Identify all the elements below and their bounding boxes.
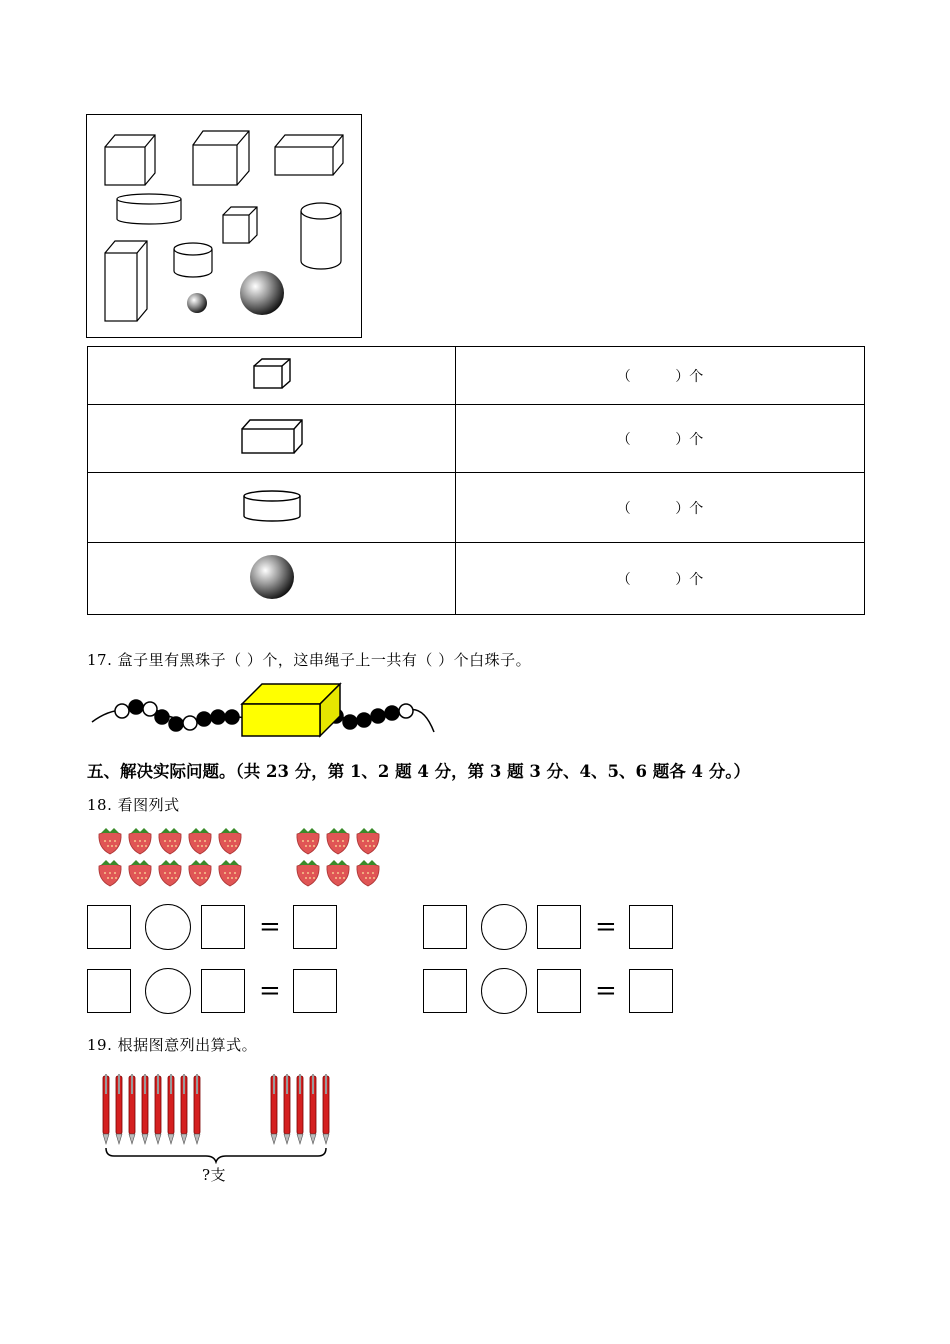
sphere-icon	[187, 293, 207, 313]
answer-box[interactable]	[293, 969, 337, 1013]
black-bead	[371, 709, 385, 723]
answer-box[interactable]	[201, 905, 245, 949]
black-bead	[169, 717, 183, 731]
pen	[129, 1074, 135, 1144]
cylinder-icon	[301, 203, 341, 269]
count-answer: （ ）个	[616, 431, 704, 448]
white-bead	[399, 704, 413, 718]
operator-circle[interactable]	[481, 904, 527, 950]
pen	[168, 1074, 174, 1144]
total-label: ?支	[202, 1166, 227, 1184]
cube-icon	[193, 131, 249, 185]
pen	[323, 1074, 329, 1144]
question-text: 根据图意列出算式。	[117, 1036, 258, 1054]
cube-icon	[223, 207, 257, 243]
black-bead	[155, 710, 169, 724]
shape-cell	[88, 543, 456, 615]
answer-cell[interactable]	[456, 473, 865, 543]
answer-cell[interactable]	[456, 347, 865, 405]
question-number: 17.	[87, 651, 113, 669]
strawberry	[297, 828, 319, 854]
strawberry	[99, 860, 121, 886]
question-number: 18.	[87, 796, 113, 814]
question-17	[87, 649, 531, 670]
question-18	[87, 794, 180, 815]
answer-box[interactable]	[537, 969, 581, 1013]
answer-box[interactable]	[423, 905, 467, 949]
strawberry	[357, 828, 379, 854]
answer-box[interactable]	[537, 905, 581, 949]
black-bead	[343, 715, 357, 729]
cylinder-icon	[174, 243, 212, 277]
black-bead	[225, 710, 239, 724]
question-19	[87, 1034, 257, 1055]
pen	[284, 1074, 290, 1144]
answer-box[interactable]	[293, 905, 337, 949]
answer-cell[interactable]	[456, 543, 865, 615]
cuboid-icon	[275, 135, 343, 175]
pen	[116, 1074, 122, 1144]
strawberry	[297, 860, 319, 886]
strawberry	[159, 860, 181, 886]
pen	[194, 1074, 200, 1144]
count-answer: （ ）个	[616, 571, 704, 588]
equals-sign: =	[259, 912, 281, 942]
strawberry	[219, 860, 241, 886]
strawberry	[159, 828, 181, 854]
shapes-illustration	[87, 115, 361, 337]
strawberry	[99, 828, 121, 854]
shape-cell	[88, 347, 456, 405]
shape-cell	[88, 405, 456, 473]
table-row	[88, 347, 865, 405]
cuboid-icon	[105, 241, 147, 321]
bead-string-illustration	[88, 676, 438, 738]
cylinder-icon	[240, 488, 304, 524]
cube-icon	[105, 135, 155, 185]
section-title: 五、解决实际问题。（共 23 分，第 1、2 题 4 分，第 3 题 3 分、4、5、6 题各 4 分。）	[87, 762, 750, 781]
shapes-picture	[86, 114, 362, 338]
strawberry-illustration	[90, 824, 390, 892]
strawberry	[327, 860, 349, 886]
pen	[155, 1074, 161, 1144]
question-text: 盒子里有黑珠子（ ）个，这串绳子上一共有（ ）个白珠子。	[117, 651, 532, 669]
black-bead	[385, 706, 399, 720]
strawberry	[129, 828, 151, 854]
white-bead	[183, 716, 197, 730]
answer-box[interactable]	[201, 969, 245, 1013]
answer-box[interactable]	[629, 905, 673, 949]
strawberry	[189, 860, 211, 886]
answer-box[interactable]	[629, 969, 673, 1013]
pen	[103, 1074, 109, 1144]
answer-box[interactable]	[87, 905, 131, 949]
pen	[142, 1074, 148, 1144]
table-row	[88, 405, 865, 473]
pen	[181, 1074, 187, 1144]
brace	[106, 1148, 326, 1162]
black-bead	[129, 700, 143, 714]
shape-count-table	[87, 346, 865, 615]
black-bead	[197, 712, 211, 726]
answer-box[interactable]	[423, 969, 467, 1013]
operator-circle[interactable]	[481, 968, 527, 1014]
sphere-icon	[247, 552, 297, 602]
strawberry	[219, 828, 241, 854]
pen	[271, 1074, 277, 1144]
white-bead	[115, 704, 129, 718]
pens-illustration	[96, 1072, 346, 1164]
cylinder-icon	[117, 194, 181, 224]
count-answer: （ ）个	[616, 368, 704, 385]
sphere-icon	[240, 271, 284, 315]
black-bead	[357, 713, 371, 727]
pen	[310, 1074, 316, 1144]
strawberry	[357, 860, 379, 886]
equals-sign: =	[595, 976, 617, 1006]
equals-sign: =	[259, 976, 281, 1006]
operator-circle[interactable]	[145, 968, 191, 1014]
count-answer: （ ）个	[616, 500, 704, 517]
table-row	[88, 473, 865, 543]
cuboid-icon	[239, 417, 305, 457]
equals-sign: =	[595, 912, 617, 942]
answer-cell[interactable]	[456, 405, 865, 473]
strawberry	[327, 828, 349, 854]
cube-icon	[250, 356, 294, 392]
shape-cell	[88, 473, 456, 543]
question-number: 19.	[87, 1036, 113, 1054]
operator-circle[interactable]	[145, 904, 191, 950]
strawberry	[189, 828, 211, 854]
strawberry	[129, 860, 151, 886]
table-row	[88, 543, 865, 615]
yellow-box	[242, 684, 340, 736]
answer-box[interactable]	[87, 969, 131, 1013]
pen	[297, 1074, 303, 1144]
question-text: 看图列式	[117, 796, 180, 814]
black-bead	[211, 710, 225, 724]
